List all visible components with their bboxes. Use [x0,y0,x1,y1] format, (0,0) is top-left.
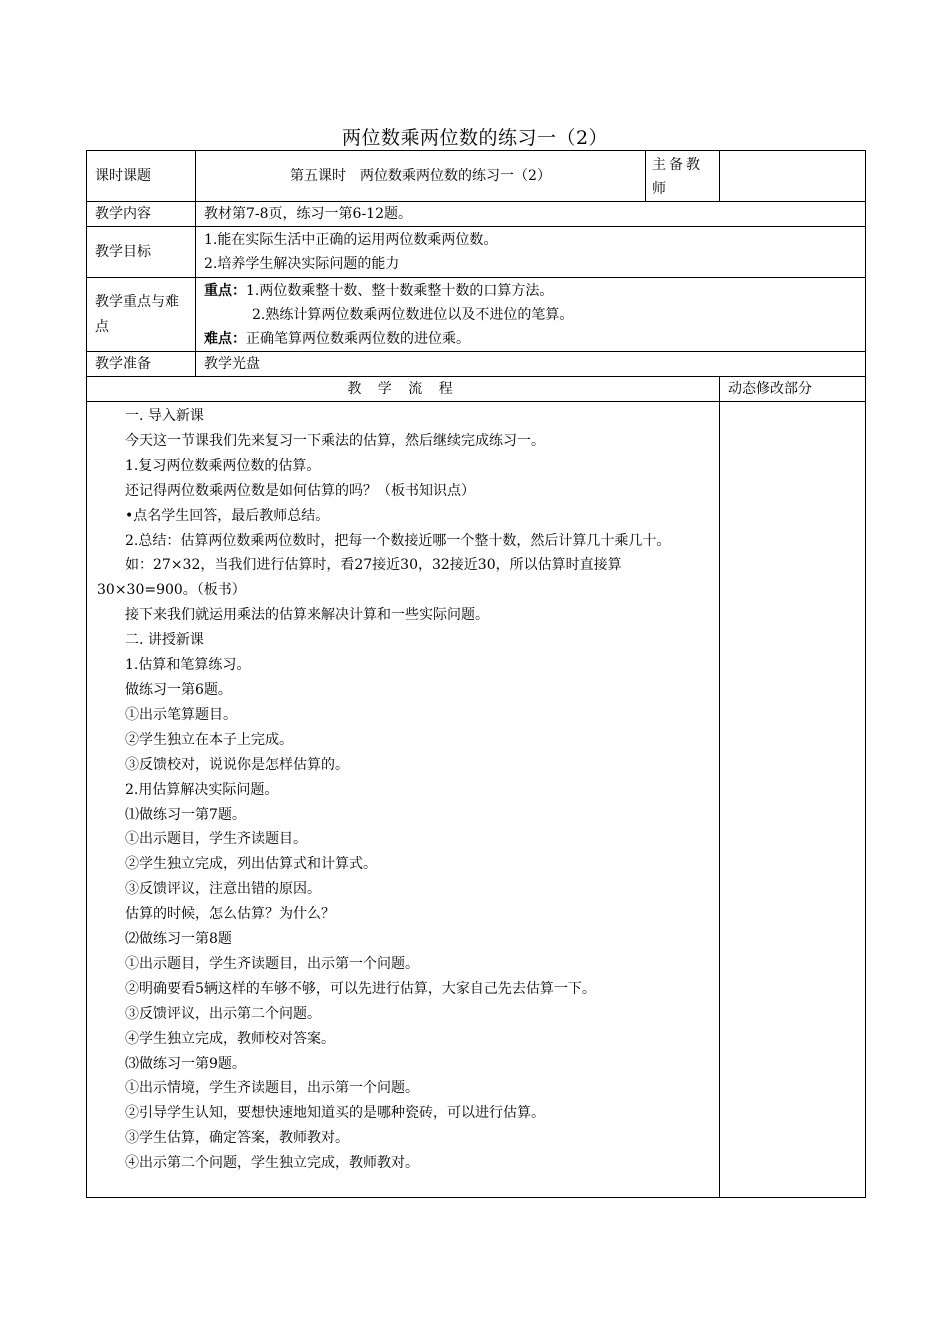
value-goals [196,227,866,278]
flow-line: 如：27×32，当我们进行估算时，看27接近30，32接近30，所以估算时直接算30×30=900。（板书） [97,557,622,599]
flow-line: ②明确要看5辆这样的车够不够，可以先进行估算，大家自己先去估算一下。 [125,980,596,997]
flow-line: ④学生独立完成，教师校对答案。 [125,1030,335,1047]
document-title: 两位数乘两位数的练习一（2） [341,127,609,149]
flow-line: 做练习一第6题。 [125,681,232,698]
key-item: 1.两位数乘整十数、整十数乘整十数的口算方法。 [246,282,554,299]
flow-line: ④出示第二个问题，学生独立完成，教师教对。 [125,1155,419,1172]
key-item: 2.熟练计算两位数乘两位数进位以及不进位的笔算。 [252,306,574,323]
flow-line: 接下来我们就运用乘法的估算来解决计算和一些实际问题。 [125,607,489,624]
flow-line: ①出示题目，学生齐读题目，出示第一个问题。 [125,955,419,972]
flow-line: 今天这一节课我们先来复习一下乘法的估算，然后继续完成练习一。 [125,432,545,449]
row-content [87,202,866,227]
row-lesson [87,151,866,202]
row-flow [87,402,866,1198]
flow-line: ①出示情境，学生齐读题目，出示第一个问题。 [125,1080,419,1097]
flow-line: 2.总结：估算两位数乘两位数时，把每一个数接近哪一个整十数，然后计算几十乘几十。 [125,532,671,549]
goal-item: 2.培养学生解决实际问题的能力 [204,256,400,272]
flow-line: ⑶做练习一第9题。 [125,1055,246,1072]
flow-line: ②学生独立在本子上完成。 [125,731,293,748]
row-flow-header [87,377,866,402]
flow-line: ③反馈校对，说说你是怎样估算的。 [125,756,349,773]
label-content: 教学内容 [87,202,196,227]
label-goals: 教学目标 [87,227,196,278]
goal-item: 1.能在实际生活中正确的运用两位数乘两位数。 [204,232,498,248]
flow-line: 2.用估算解决实际问题。 [125,781,279,798]
value-keypoints [196,278,866,352]
flow-line: 1.复习两位数乘两位数的估算。 [125,457,321,474]
label-keypoints: 教学重点与难点 [87,278,196,352]
flow-line: 还记得两位数乘两位数是如何估算的吗？（板书知识点） [125,482,475,499]
flow-line: ⑵做练习一第8题 [125,931,232,948]
flow-line: 估算的时候，怎么估算？为什么？ [125,906,335,923]
difficulty-label: 难点： [204,330,246,347]
lesson-plan-table [86,150,866,1198]
value-prep: 教学光盘 [196,352,866,377]
flow-line: 一. 导入新课 [125,408,204,424]
value-teacher [720,151,866,202]
difficulty-text: 正确笔算两位数乘两位数的进位乘。 [246,330,470,347]
label-lesson: 课时课题 [87,151,196,202]
row-keypoints [87,278,866,352]
value-lesson: 第五课时 两位数乘两位数的练习一（2） [196,151,646,202]
side-header: 动态修改部分 [720,377,866,402]
flow-line: 二. 讲授新课 [125,632,204,649]
flow-line: ⑴做练习一第7题。 [125,806,246,823]
label-prep: 教学准备 [87,352,196,377]
label-teacher: 主备教师 [646,151,720,202]
side-notes-cell [720,402,866,1198]
value-content: 教材第7-8页，练习一第6-12题。 [196,202,866,227]
flow-line: ②学生独立完成，列出估算式和计算式。 [125,856,377,873]
flow-header: 教 学 流 程 [87,377,720,402]
flow-line: ①出示题目，学生齐读题目。 [125,831,307,848]
row-prep [87,352,866,377]
flow-line: ③反馈评议，注意出错的原因。 [125,881,321,898]
flow-content [87,402,720,1198]
flow-line: ③学生估算，确定答案，教师教对。 [125,1130,349,1147]
flow-line: ③反馈评议，出示第二个问题。 [125,1005,321,1022]
flow-line: 1.估算和笔算练习。 [125,657,251,674]
key-label: 重点： [204,282,246,299]
flow-line: ②引导学生认知，要想快速地知道买的是哪种瓷砖，可以进行估算。 [125,1105,545,1122]
row-goals [87,227,866,278]
flow-line: •点名学生回答，最后教师总结。 [125,507,330,524]
flow-line: ①出示笔算题目。 [125,706,237,723]
